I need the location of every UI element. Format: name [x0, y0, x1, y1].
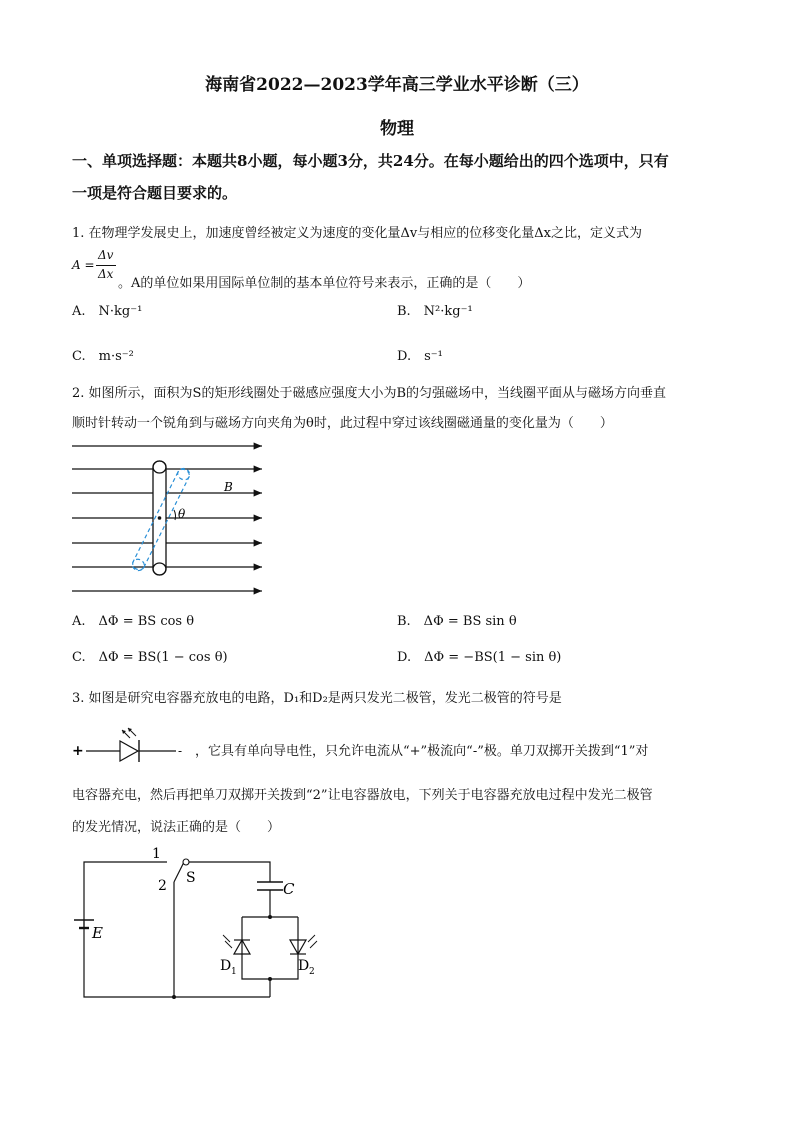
q2-option-a[interactable]: A. ΔΦ = BS cos θ [72, 614, 195, 629]
q1-formula-lhs: A = [72, 258, 95, 272]
section-heading-line2: 一项是符合题目要求的。 [72, 184, 238, 202]
diode-label-d2-sub: 2 [309, 967, 315, 977]
capacitor-circuit [72, 842, 332, 1007]
q2-stem-line2: 顺时针转动一个锐角到与磁场方向夹角为θ时，此过程中穿过该线圈磁通量的变化量为（ ） [72, 416, 613, 431]
q2-option-c[interactable]: C. ΔΦ = BS(1 − cos θ) [72, 650, 228, 665]
magnetic-field-figure [72, 436, 272, 596]
battery-label-e: E [92, 924, 103, 942]
subject-title: 物理 [380, 119, 414, 139]
theta-label: θ [178, 507, 186, 521]
switch-label-2: 2 [158, 878, 167, 894]
q1-formula-numerator: Δv [98, 248, 114, 262]
led-minus-label: - [178, 744, 183, 758]
q1-option-b[interactable]: B. N²·kg⁻¹ [397, 304, 473, 319]
q2-option-b[interactable]: B. ΔΦ = BS sin θ [397, 614, 517, 629]
q2-option-d[interactable]: D. ΔΦ = −BS(1 − sin θ) [397, 650, 562, 665]
junction-dot [172, 995, 176, 999]
diode-label-d2: D [298, 958, 310, 974]
q3-stem-line2: ，它具有单向导电性，只允许电流从“+”极流向“-”极。单刀双掷开关拨到“1”对 [195, 744, 649, 759]
q1-fraction-bar [96, 265, 116, 266]
led-plus-label: + [72, 743, 84, 759]
capacitor-label-c: C [283, 880, 295, 898]
q1-option-c[interactable]: C. m·s⁻² [72, 349, 134, 364]
q1-option-a[interactable]: A. N·kg⁻¹ [72, 304, 143, 319]
diode-label-d1-sub: 1 [231, 967, 237, 977]
field-label-b: B [224, 480, 233, 494]
q2-stem-line1: 2. 如图所示，面积为S的矩形线圈处于磁感应强度大小为B的匀强磁场中，当线圈平面从与磁场方向垂直 [72, 386, 666, 401]
q1-option-d[interactable]: D. s⁻¹ [397, 349, 443, 364]
junction-dot [268, 915, 272, 919]
q3-stem-line4: 的发光情况，说法正确的是（ ） [72, 820, 281, 835]
page-title: 海南省2022—2023学年高三学业水平诊断（三） [205, 75, 589, 95]
led-triangle [120, 741, 138, 761]
switch-label-1: 1 [152, 846, 161, 862]
led-symbol [72, 722, 190, 762]
q1-stem-line2: 。A的单位如果用国际单位制的基本单位符号来表示，正确的是（ ） [118, 276, 531, 291]
junction-dot [268, 977, 272, 981]
axis-point [158, 516, 162, 520]
field-lines [72, 446, 262, 591]
q1-stem-line1: 1. 在物理学发展史上，加速度曾经被定义为速度的变化量Δv与相应的位移变化量Δx之比，定义式为 [72, 226, 642, 241]
q3-stem-line1: 3. 如图是研究电容器充放电的电路，D₁和D₂是两只发光二极管，发光二极管的符号是 [72, 691, 562, 706]
diode-label-d1: D [220, 958, 232, 974]
q3-stem-line3: 电容器充电，然后再把单刀双掷开关拨到“2”让电容器放电，下列关于电容器充放电过程中发光二极管 [72, 788, 653, 803]
section-heading-line1: 一、单项选择题：本题共8小题，每小题3分，共24分。在每小题给出的四个选项中，只有 [72, 152, 669, 170]
switch-label-s: S [186, 870, 196, 886]
switch-pivot [183, 859, 189, 865]
q1-formula-denominator: Δx [98, 267, 114, 281]
